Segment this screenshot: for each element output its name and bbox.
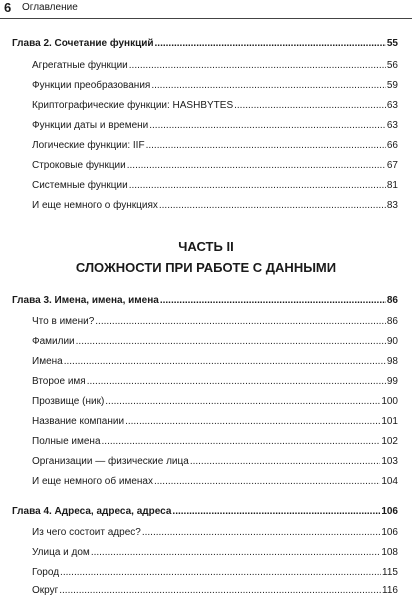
- toc-page-number: 106: [381, 506, 398, 517]
- toc-entry[interactable]: [32, 140, 398, 156]
- toc-page-number: 104: [381, 476, 398, 487]
- toc-leader-dots: [76, 336, 386, 347]
- toc-leader-dots: [155, 38, 386, 49]
- toc-entry-title: Фамилии: [32, 336, 75, 347]
- toc-leader-dots: [142, 527, 380, 538]
- part-label: ЧАСТЬ II: [178, 239, 234, 254]
- page-number: 6: [4, 0, 12, 15]
- toc-entry[interactable]: [32, 376, 398, 392]
- toc-leader-dots: [91, 547, 381, 558]
- toc-page-number: 56: [386, 60, 398, 71]
- toc-leader-dots: [60, 567, 381, 578]
- toc-entry[interactable]: [32, 585, 398, 601]
- toc-chapter-title: Глава 3. Имена, имена, имена: [12, 295, 159, 306]
- page-header: [0, 0, 412, 20]
- toc-leader-dots: [160, 295, 386, 306]
- toc-page-number: 103: [381, 456, 398, 467]
- toc-entry[interactable]: [32, 567, 398, 583]
- toc-entry-title: Что в имени?: [32, 316, 95, 327]
- toc-entry-title: Функции даты и времени: [32, 120, 149, 131]
- toc-page-number: 63: [386, 100, 398, 111]
- toc-page-number: 115: [382, 567, 398, 578]
- toc-page-number: 101: [381, 416, 398, 427]
- toc-leader-dots: [87, 376, 386, 387]
- toc-page-number: 83: [386, 200, 398, 211]
- toc-entry-title: Второе имя: [32, 376, 86, 387]
- toc-entry-title: Логические функции: IIF: [32, 140, 145, 151]
- toc-leader-dots: [129, 60, 386, 71]
- toc-page-number: 90: [386, 336, 398, 347]
- toc-entry-title: Город: [32, 567, 60, 578]
- toc-entry[interactable]: [32, 160, 398, 176]
- toc-leader-dots: [154, 476, 380, 487]
- toc-entry[interactable]: [32, 100, 398, 116]
- toc-leader-dots: [190, 456, 381, 467]
- toc-entry[interactable]: [32, 80, 398, 96]
- toc-page-number: 108: [381, 547, 398, 558]
- toc-entry[interactable]: [32, 456, 398, 472]
- header-rule: [0, 18, 412, 19]
- toc-leader-dots: [102, 436, 381, 447]
- toc-entry[interactable]: [32, 416, 398, 432]
- toc-page-number: 86: [386, 295, 398, 306]
- toc-page-number: 63: [386, 120, 398, 131]
- toc-entry-title: Криптографические функции: HASHBYTES: [32, 100, 234, 111]
- toc-page-number: 102: [381, 436, 398, 447]
- toc-chapter-title: Глава 4. Адреса, адреса, адреса: [12, 506, 172, 517]
- toc-entry[interactable]: [32, 316, 398, 332]
- toc-page-number: 106: [381, 527, 398, 538]
- toc-entry-title: Полные имена: [32, 436, 101, 447]
- toc-entry-title: Улица и дом: [32, 547, 90, 558]
- toc-page-number: 66: [386, 140, 398, 151]
- toc-entry[interactable]: [32, 200, 398, 216]
- toc-page-number: 67: [386, 160, 398, 171]
- toc-leader-dots: [95, 316, 386, 327]
- toc-entry-title: Агрегатные функции: [32, 60, 128, 71]
- toc-entry[interactable]: [32, 180, 398, 196]
- toc-entry-title: Прозвище (ник): [32, 396, 105, 407]
- toc-entry[interactable]: [32, 336, 398, 352]
- toc-entry-title: И еще немного об именах: [32, 476, 153, 487]
- toc-chapter-4[interactable]: [12, 506, 398, 522]
- toc-page-number: 116: [382, 585, 398, 596]
- toc-entry[interactable]: [32, 436, 398, 452]
- toc-page-number: 59: [386, 80, 398, 91]
- toc-page-number: 81: [386, 180, 398, 191]
- toc-entry-title: Название компании: [32, 416, 125, 427]
- part-title: СЛОЖНОСТИ ПРИ РАБОТЕ С ДАННЫМИ: [75, 260, 337, 275]
- toc-entry[interactable]: [32, 396, 398, 412]
- toc-entry-title: Организации — физические лица: [32, 456, 189, 467]
- toc-entry-title: Функции преобразования: [32, 80, 151, 91]
- toc-entry[interactable]: [32, 476, 398, 492]
- toc-leader-dots: [149, 120, 386, 131]
- toc-entry[interactable]: [32, 547, 398, 563]
- toc-leader-dots: [146, 140, 386, 151]
- toc-leader-dots: [129, 180, 386, 191]
- toc-entry[interactable]: [32, 527, 398, 543]
- toc-page-number: 86: [386, 316, 398, 327]
- toc-entry[interactable]: [32, 356, 398, 372]
- toc-entry-title: Из чего состоит адрес?: [32, 527, 141, 538]
- toc-entry[interactable]: [32, 120, 398, 136]
- running-title: Оглавление: [22, 2, 78, 13]
- toc-leader-dots: [159, 200, 386, 211]
- toc-entry[interactable]: [32, 60, 398, 76]
- toc-leader-dots: [172, 506, 380, 517]
- toc-entry-title: Округ: [32, 585, 59, 596]
- toc-chapter-title: Глава 2. Сочетание функций: [12, 38, 154, 49]
- toc-leader-dots: [127, 160, 386, 171]
- toc-page-number: 99: [386, 376, 398, 387]
- toc-leader-dots: [64, 356, 386, 367]
- toc-entry-title: И еще немного о функциях: [32, 200, 158, 211]
- toc-leader-dots: [105, 396, 380, 407]
- toc-leader-dots: [125, 416, 380, 427]
- toc-entry-title: Строковые функции: [32, 160, 126, 171]
- toc-leader-dots: [59, 585, 381, 596]
- toc-leader-dots: [234, 100, 386, 111]
- toc-entry-title: Системные функции: [32, 180, 128, 191]
- toc-page-number: 98: [386, 356, 398, 367]
- toc-page-number: 100: [381, 396, 398, 407]
- toc-entry-title: Имена: [32, 356, 63, 367]
- toc-page-number: 55: [386, 38, 398, 49]
- toc-chapter-3[interactable]: [12, 295, 398, 311]
- toc-chapter-2[interactable]: [12, 38, 398, 54]
- toc-leader-dots: [151, 80, 386, 91]
